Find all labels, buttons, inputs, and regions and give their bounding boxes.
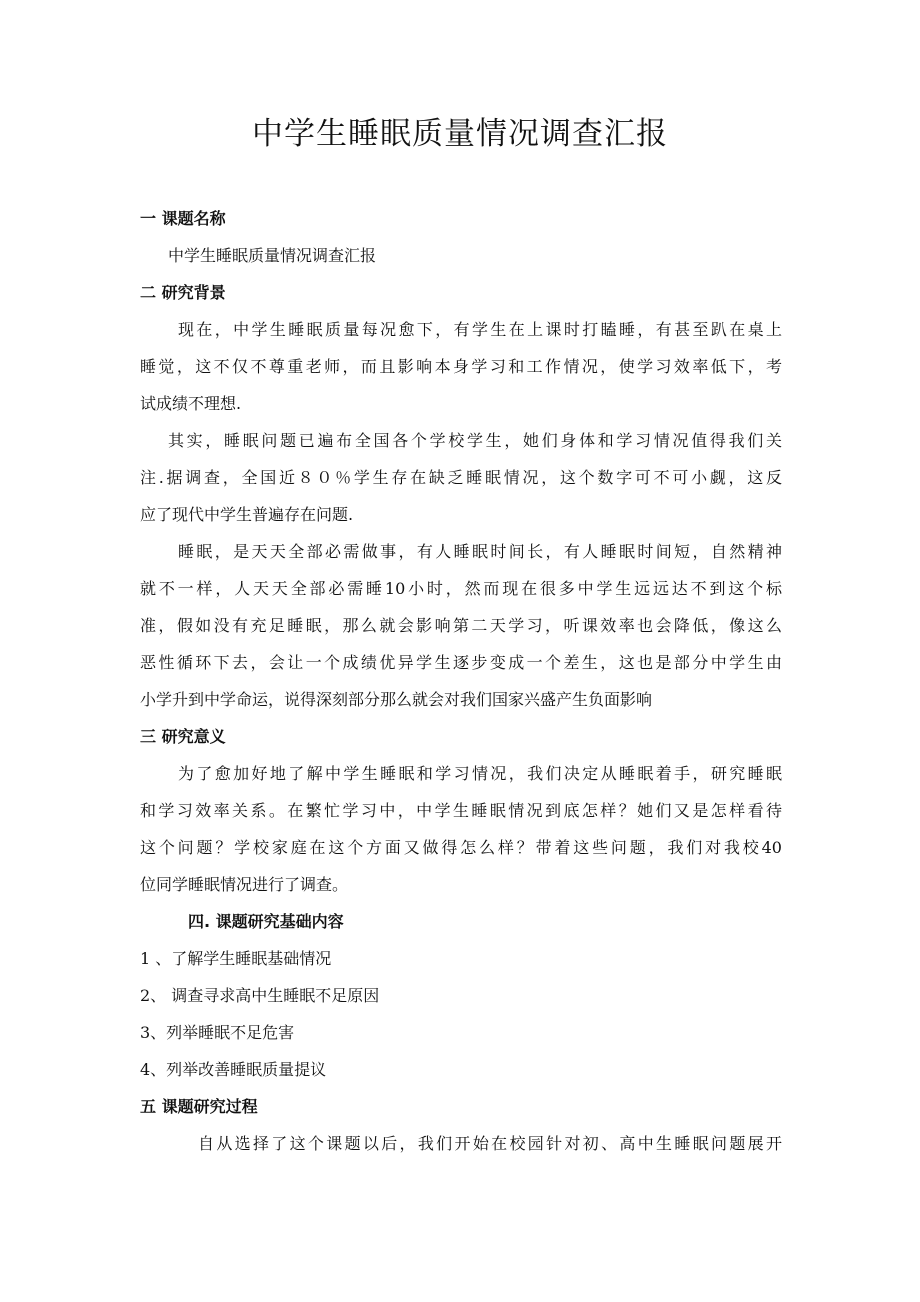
background-p3-line2: 就不一样，人天天全部必需睡10小时，然而现在很多中学生远远达不到这个标 [140,579,782,598]
section-heading-basic-content: 四. 课题研究基础内容 [188,912,344,931]
significance-p1-line2: 和学习效率关系。在繁忙学习中，中学生睡眠情况到底怎样？她们又是怎样看待 [140,801,782,820]
significance-p1-line4: 位同学睡眠情况进行了调查。 [140,875,349,894]
section-heading-significance: 三 研究意义 [140,727,226,746]
content-list-item-4: 4、列举改善睡眠质量提议 [140,1060,327,1079]
significance-p1-line1: 为了愈加好地了解中学生睡眠和学习情况，我们决定从睡眠着手，研究睡眠 [178,764,782,783]
background-p3-line5: 小学升到中学命运，说得深刻部分那么就会对我们国家兴盛产生负面影响 [140,690,653,709]
background-p2-line2: 注.据调查，全国近８０％学生存在缺乏睡眠情况，这个数字可不可小觑，这反 [140,468,782,487]
content-list-item-3: 3、列举睡眠不足危害 [140,1023,295,1042]
background-p1-line3: 试成绩不理想. [140,394,242,413]
process-p1-line1: 自从选择了这个课题以后，我们开始在校园针对初、高中生睡眠问题展开 [198,1134,782,1153]
topic-name-text: 中学生睡眠质量情况调查汇报 [168,246,377,265]
background-p3-line3: 准，假如没有充足睡眠，那么就会影响第二天学习，听课效率也会降低，像这么 [140,616,782,635]
content-list-item-1: 1 、了解学生睡眠基础情况 [140,949,332,968]
background-p1-line2: 睡觉，这不仅不尊重老师，而且影响本身学习和工作情况，使学习效率低下，考 [140,357,782,376]
background-p3-line1: 睡眠，是天天全部必需做事，有人睡眠时间长，有人睡眠时间短，自然精神 [178,542,782,561]
content-list-item-2: 2、 调查寻求高中生睡眠不足原因 [140,986,380,1005]
background-p2-line1: 其实，睡眠问题已遍布全国各个学校学生，她们身体和学习情况值得我们关 [168,431,782,450]
document-title: 中学生睡眠质量情况调查汇报 [252,116,668,152]
document-body [140,200,782,1162]
significance-p1-line3: 这个问题？学校家庭在这个方面又做得怎么样？带着这些问题，我们对我校40 [140,838,782,857]
background-p3-line4: 恶性循环下去，会让一个成绩优异学生逐步变成一个差生，这也是部分中学生由 [140,653,782,672]
section-heading-background: 二 研究背景 [140,283,226,302]
section-heading-topic-name: 一 课题名称 [140,209,226,228]
background-p1-line1: 现在，中学生睡眠质量每况愈下，有学生在上课时打瞌睡，有甚至趴在桌上 [178,320,782,339]
section-heading-process: 五 课题研究过程 [140,1097,258,1116]
background-p2-line3: 应了现代中学生普遍存在问题. [140,505,354,524]
